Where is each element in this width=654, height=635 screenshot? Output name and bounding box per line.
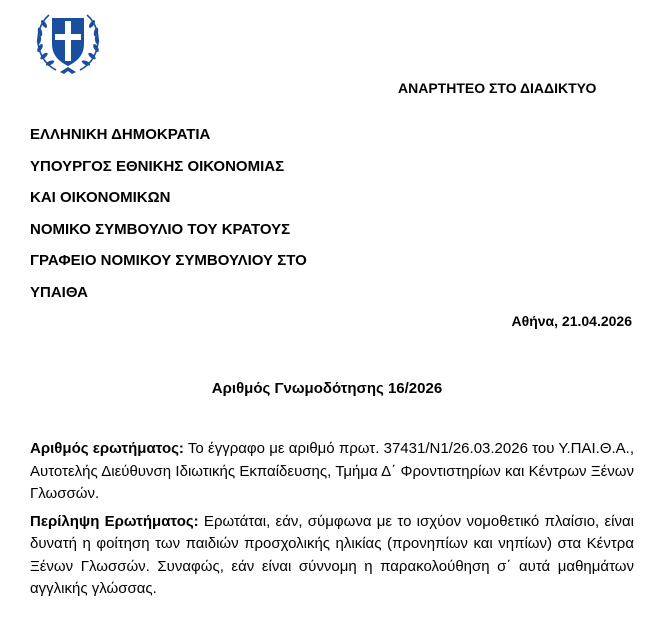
header-line: ΓΡΑΦΕΙΟ ΝΟΜΙΚΟΥ ΣΥΜΒΟΥΛΙΟΥ ΣΤΟ bbox=[30, 252, 307, 269]
header-line: ΕΛΛΗΝΙΚΗ ΔΗΜΟΚΡΑΤΙΑ bbox=[30, 126, 211, 143]
query-summary-label: Περίληψη Ερωτήματος: bbox=[30, 512, 199, 530]
document-date: Αθήνα, 21.04.2026 bbox=[511, 313, 632, 329]
query-number-paragraph bbox=[30, 438, 634, 506]
document-body bbox=[30, 438, 634, 606]
header-line: ΥΠΑΙΘΑ bbox=[30, 283, 88, 301]
opinion-number-title: Αριθμός Γνωμοδότησης 16/2026 bbox=[211, 380, 443, 397]
issuer-header bbox=[30, 125, 307, 314]
posted-online-notice: ΑΝΑΡΤΗΤΕΟ ΣΤΟ ΔΙΑΔΙΚΤΥΟ bbox=[398, 80, 597, 96]
header-line: ΚΑΙ ΟΙΚΟΝΟΜΙΚΩΝ bbox=[30, 189, 171, 206]
query-number-text: Το έγγραφο με αριθμό πρωτ. 37431/Ν1/26.03.2026 του Υ.ΠΑΙ.Θ.Α., Αυτοτελής Διεύθυνση Ιδιωτικής Εκπαίδευσης, Τμήμα Δ΄ Φροντιστηρίων και Κέντρων Ξένων Γλωσσών. bbox=[30, 440, 634, 502]
query-number-label: Αριθμός ερωτήματος: bbox=[30, 440, 184, 457]
header-line: ΥΠΟΥΡΓΟΣ ΕΘΝΙΚΗΣ ΟΙΚΟΝΟΜΙΑΣ bbox=[30, 157, 285, 175]
query-summary-paragraph bbox=[30, 511, 634, 601]
coat-of-arms-graphic bbox=[30, 4, 106, 80]
header-line: ΝΟΜΙΚΟ ΣΥΜΒΟΥΛΙΟ ΤΟΥ ΚΡΑΤΟΥΣ bbox=[30, 220, 291, 238]
query-summary-text: Ερωτάται, εάν, σύμφωνα με το ισχύον νομοθετικό πλαίσιο, είναι δυνατή η φοίτηση των παιδιών προσχολικής ηλικίας (προνηπίων και νηπίων) στα Κέντρα Ξένων Γλωσσών. Συναφώς, εάν είναι σύννομη η παρακολούθηση σ΄ αυτά μαθημάτων αγγλικής γλώσσας. bbox=[30, 512, 634, 597]
coat-of-arms-icon bbox=[30, 4, 106, 80]
